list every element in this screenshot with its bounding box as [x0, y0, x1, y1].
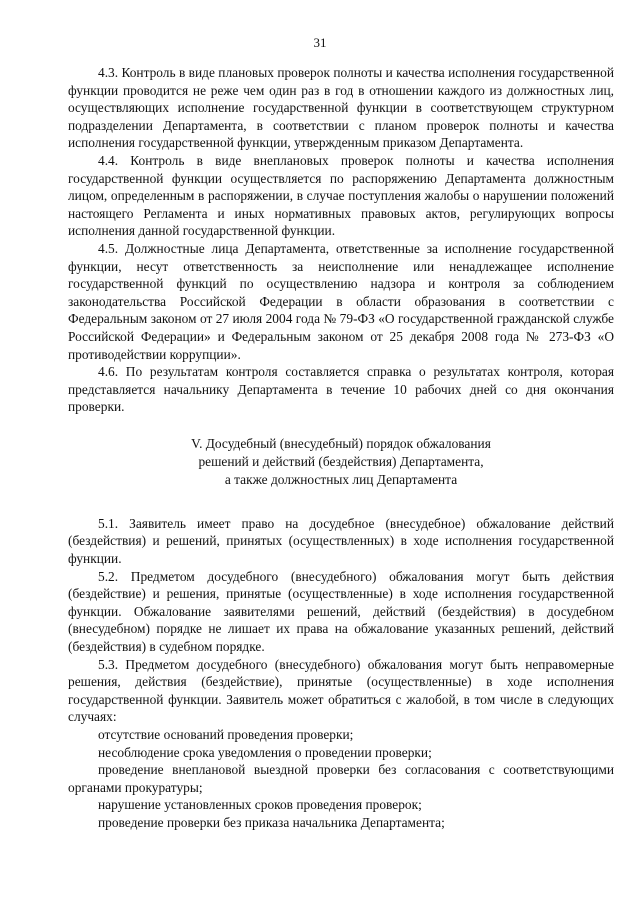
- complaint-case-item: отсутствие оснований проведения проверки;: [98, 727, 354, 742]
- complaint-case-item: проведение внеплановой выездной проверки без согласования с соответствующими органами прокуратуры;: [68, 762, 614, 795]
- document-body: [68, 64, 614, 832]
- paragraph-4-6: 4.6. По результатам контроля составляется справка о результатах контроля, которая представляется начальнику Департамента в течение 10 рабочих дней со дня окончания проверки.: [68, 364, 614, 415]
- complaint-case-item: проведение проверки без приказа начальника Департамента;: [98, 814, 445, 830]
- paragraph-5-1: 5.1. Заявитель имеет право на досудебное (внесудебное) обжалование действий (бездействия) и решений, принятых (осуществленных) в ходе исполнения государственной функции.: [68, 515, 614, 567]
- paragraph-5-3: 5.3. Предметом досудебного (внесудебного) обжалования могут быть неправомерные решения, действия (бездействие), принятые (осуществленные) в ходе исполнения государственной функции. Заявитель может обратиться с жалобой, в том числе в следующих случаях:: [68, 656, 614, 725]
- section-5-heading: [68, 435, 614, 489]
- section-5-heading-line-2: решений и действий (бездействия) Департамента,: [198, 453, 484, 469]
- paragraph-4-3: 4.3. Контроль в виде плановых проверок полноты и качества исполнения государственной функции проводится не реже чем один раз в год в отношении каждого из должностных лиц, осуществляющих исполнение государственной функции в соответствующем структурном подразделении Департамента, в соответствии с планом проверок полноты и качества исполнения государственной функции, утвержденным приказом Департамента.: [68, 65, 614, 151]
- section-5-heading-line-3: а также должностных лиц Департамента: [224, 471, 458, 487]
- paragraph-4-4: 4.4. Контроль в виде внеплановых проверок полноты и качества исполнения государственной функции осуществляется по распоряжению Департамента должностным лицом, определенным в распоряжении, в случае поступления жалобы о нарушении положений настоящего Регламента и иных нормативных правовых актов, регулирующих вопросы исполнения данной государственной функции.: [68, 152, 614, 239]
- complaint-case-item: несоблюдение срока уведомления о проведении проверки;: [98, 744, 432, 760]
- paragraph-4-5: 4.5. Должностные лица Департамента, ответственные за исполнение государственной функции, несут ответственность за неисполнение или ненадлежащее исполнение государственной функций по осуществлению надзора и контроля за соблюдением законодательства Российской Федерации в области образования в соответствии с Федеральным законом от 27 июля 2004 года № 79-ФЗ «О государственной гражданской службе Российской Федерации» и Федеральным законом от 25 декабря 2008 года № 273-ФЗ «О противодействии коррупции».: [68, 240, 614, 362]
- section-5-heading-line-1: V. Досудебный (внесудебный) порядок обжалования: [191, 435, 491, 451]
- paragraph-5-2: 5.2. Предметом досудебного (внесудебного) обжалования могут быть действия (бездействие) и решения, принятые (осуществленные) в ходе исполнения государственной функции. Обжалование заявителями решений, действий (бездействия) в досудебном (внесудебном) порядке не лишает их права на обжалование указанных решений, действий (бездействия) в судебном порядке.: [68, 568, 614, 655]
- complaint-cases-list: [68, 726, 614, 832]
- page-number: 31: [313, 35, 327, 50]
- complaint-case-item: нарушение установленных сроков проведения проверок;: [98, 797, 422, 813]
